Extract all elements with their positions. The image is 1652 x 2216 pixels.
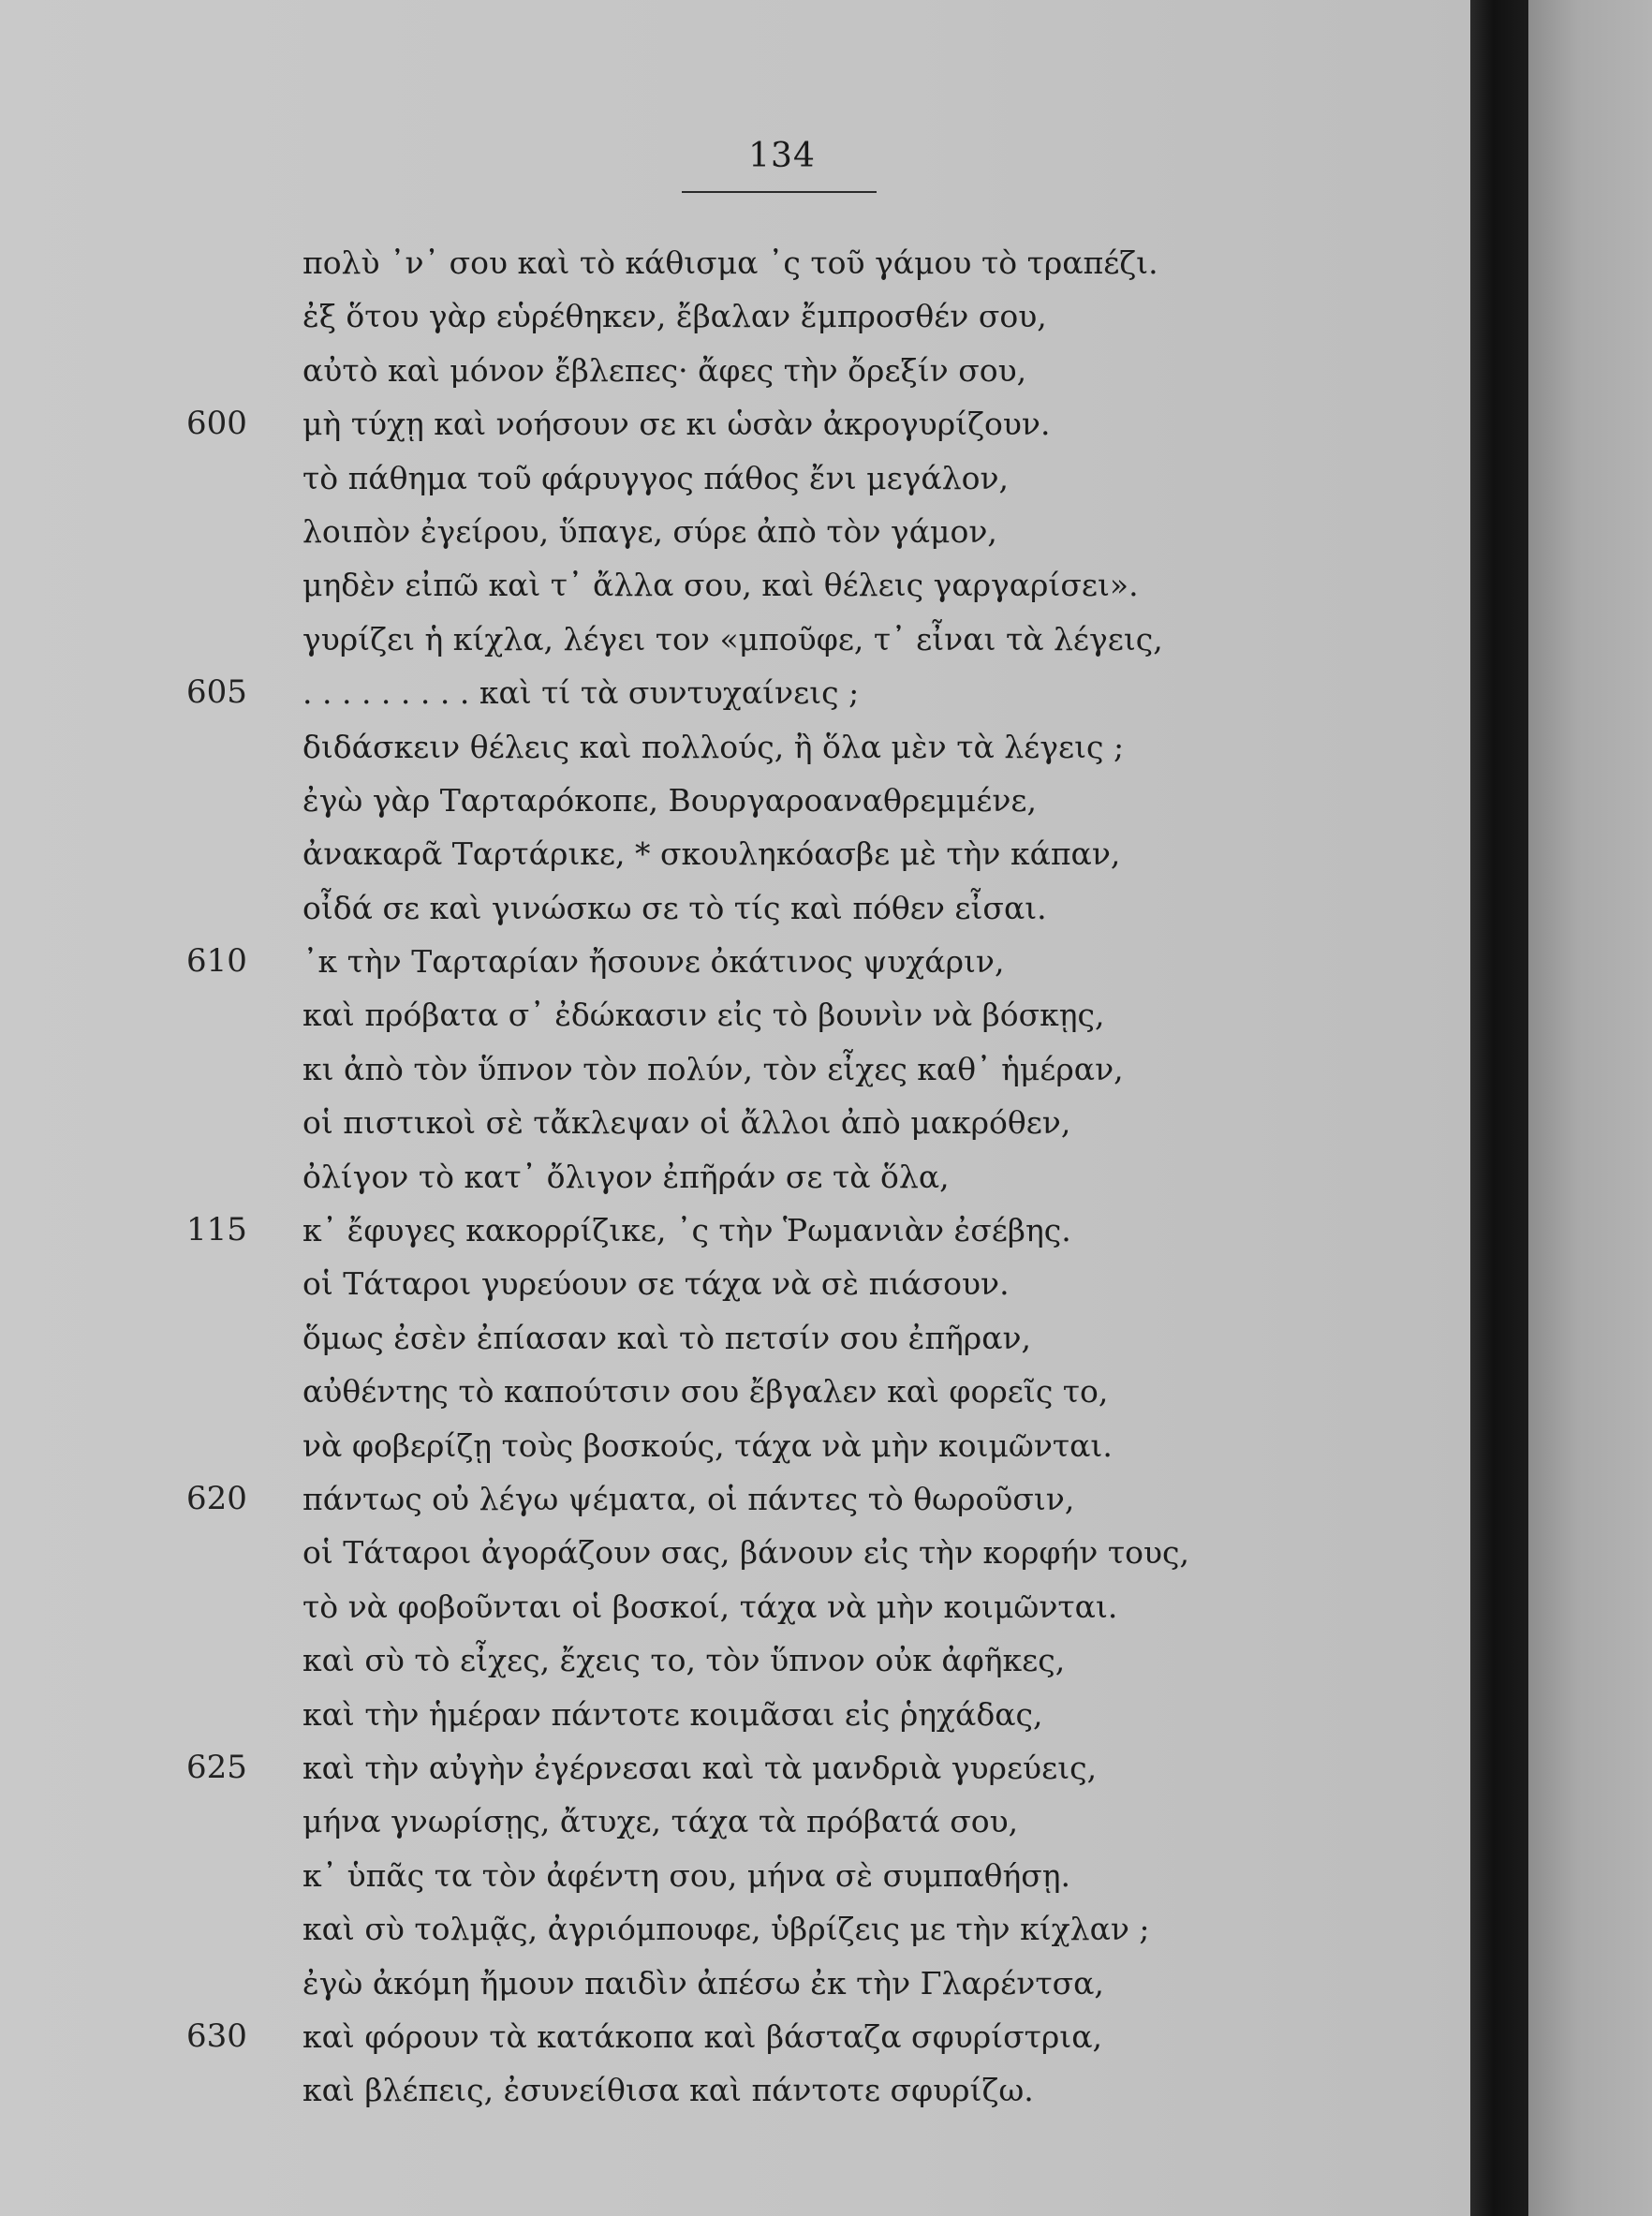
verse-text: τὸ νὰ φοβοῦνται οἱ βοσκοί, τάχα νὰ μὴν κοιμῶνται. xyxy=(302,1588,1118,1625)
verse-text: τὸ πάθημα τοῦ φάρυγγος πάθος ἔνι μεγάλον, xyxy=(302,459,1010,496)
verse-text: ἀνακαρᾶ Ταρτάρικε, * σκουληκόασβε μὲ τὴν κάπαν, xyxy=(302,835,1121,873)
verse-text: καὶ φόρουν τὰ κατάκοπα καὶ βάσταζα σφυρίστρια, xyxy=(302,2017,1102,2055)
verse-text: μηδὲν εἰπῶ καὶ τ᾿ ἄλλα σου, καὶ θέλεις γαργαρίσει». xyxy=(302,567,1139,604)
verse-text: καὶ πρόβατα σ᾿ ἐδώκασιν εἰς τὸ βουνὶν νὰ βόσκῃς, xyxy=(302,997,1105,1034)
line-number: 600 xyxy=(186,405,247,443)
line-number: 115 xyxy=(186,1211,247,1249)
verse-text: ἐξ ὅτου γὰρ εὑρέθηκεν, ἔβαλαν ἔμπροσθέν σου, xyxy=(302,298,1047,335)
line-number: 605 xyxy=(186,673,247,712)
verse-text: κι ἀπὸ τὸν ὕπνον τὸν πολύν, τὸν εἶχες καθ᾿ ἡμέραν, xyxy=(302,1050,1124,1087)
line-number: 625 xyxy=(186,1748,247,1786)
verse-text: πάντως οὐ λέγω ψέματα, οἱ πάντες τὸ θωροῦσιν, xyxy=(302,1480,1075,1517)
verse-text: ἐγὼ γὰρ Ταρταρόκοπε, Βουργαροαναθρεμμένε, xyxy=(302,781,1037,819)
verse-text: πολὺ ᾿ν᾿ σου καὶ τὸ κάθισμα ᾿ς τοῦ γάμου τὸ τραπέζι. xyxy=(302,244,1158,281)
verse-text: . . . . . . . . . καὶ τί τὰ συντυχαίνεις ; xyxy=(302,674,860,712)
verse-text: καὶ βλέπεις, ἐσυνείθισα καὶ πάντοτε σφυρίζω. xyxy=(302,2072,1034,2109)
verse-text: οἱ πιστικοὶ σὲ τἄκλεψαν οἱ ἄλλοι ἀπὸ μακρόθεν, xyxy=(302,1104,1071,1142)
header-rule xyxy=(682,191,877,193)
verse-text: κ᾿ ὑπᾶς τα τὸν ἀφέντη σου, μήνα σὲ συμπαθήσῃ. xyxy=(302,1856,1071,1894)
book-spine xyxy=(1470,0,1528,2216)
facing-page-edge xyxy=(1528,0,1652,2216)
line-number: 630 xyxy=(186,2017,247,2055)
verse-text: αὐθέντης τὸ καπούτσιν σου ἔβγαλεν καὶ φορεῖς το, xyxy=(302,1373,1109,1411)
line-number: 620 xyxy=(186,1479,247,1517)
verse-text: καὶ σὺ τὸ εἶχες, ἔχεις το, τὸν ὕπνον οὐκ ἀφῆκες, xyxy=(302,1642,1066,1679)
verse-text: μὴ τύχῃ καὶ νοήσουν σε κι ὡσὰν ἀκρογυρίζουν. xyxy=(302,406,1051,443)
verse-text: ὀλίγον τὸ κατ᾿ ὄλιγον ἐπῆράν σε τὰ ὅλα, xyxy=(302,1158,950,1195)
verse-text: καὶ τὴν αὐγὴν ἐγέρνεσαι καὶ τὰ μανδριὰ γυρεύεις, xyxy=(302,1749,1098,1786)
verse-text: οἱ Τάταροι γυρεύουν σε τάχα νὰ σὲ πιάσουν. xyxy=(302,1265,1010,1303)
verse-text: κ᾿ ἔφυγες κακορρίζικε, ᾿ς τὴν Ῥωμανιὰν ἐσέβης. xyxy=(302,1212,1071,1249)
verse-text: ἐγὼ ἀκόμη ἤμουν παιδὶν ἀπέσω ἐκ τὴν Γλαρέντσα, xyxy=(302,1964,1104,2002)
verse-text: οἶδά σε καὶ γινώσκω σε τὸ τίς καὶ πόθεν εἶσαι. xyxy=(302,889,1047,926)
verse-text: γυρίζει ἡ κίχλα, λέγει τον «μποῦφε, τ᾿ εἶναι τὰ λέγεις, xyxy=(302,620,1163,657)
verse-text: νὰ φοβερίζῃ τοὺς βοσκούς, τάχα νὰ μὴν κοιμῶνται. xyxy=(302,1426,1113,1464)
line-number: 610 xyxy=(186,942,247,981)
verse-text: ὅμως ἐσὲν ἐπίασαν καὶ τὸ πετσίν σου ἐπῆραν, xyxy=(302,1319,1032,1356)
verse-text: αὐτὸ καὶ μόνον ἔβλεπες· ἄφες τὴν ὄρεξίν σου, xyxy=(302,351,1027,389)
page-number: 134 xyxy=(748,137,816,175)
verse-text: ᾿κ τὴν Ταρταρίαν ἤσουνε ὀκάτινος ψυχάριν, xyxy=(302,943,1005,981)
verse-text: διδάσκειν θέλεις καὶ πολλούς, ἢ ὅλα μὲν τὰ λέγεις ; xyxy=(302,728,1125,765)
verse-text: καὶ τὴν ἡμέραν πάντοτε κοιμᾶσαι εἰς ῥηχάδας, xyxy=(302,1695,1043,1733)
verse-text: οἱ Τάταροι ἀγοράζουν σας, βάνουν εἰς τὴν κορφήν τους, xyxy=(302,1534,1189,1572)
verse-text: λοιπὸν ἐγείρου, ὕπαγε, σύρε ἀπὸ τὸν γάμον, xyxy=(302,512,997,550)
verse-text: καὶ σὺ τολμᾷς, ἀγριόμπουφε, ὑβρίζεις με τὴν κίχλαν ; xyxy=(302,1911,1150,1948)
verse-text: μήνα γνωρίσῃς, ἄτυχε, τάχα τὰ πρόβατά σου, xyxy=(302,1803,1019,1840)
